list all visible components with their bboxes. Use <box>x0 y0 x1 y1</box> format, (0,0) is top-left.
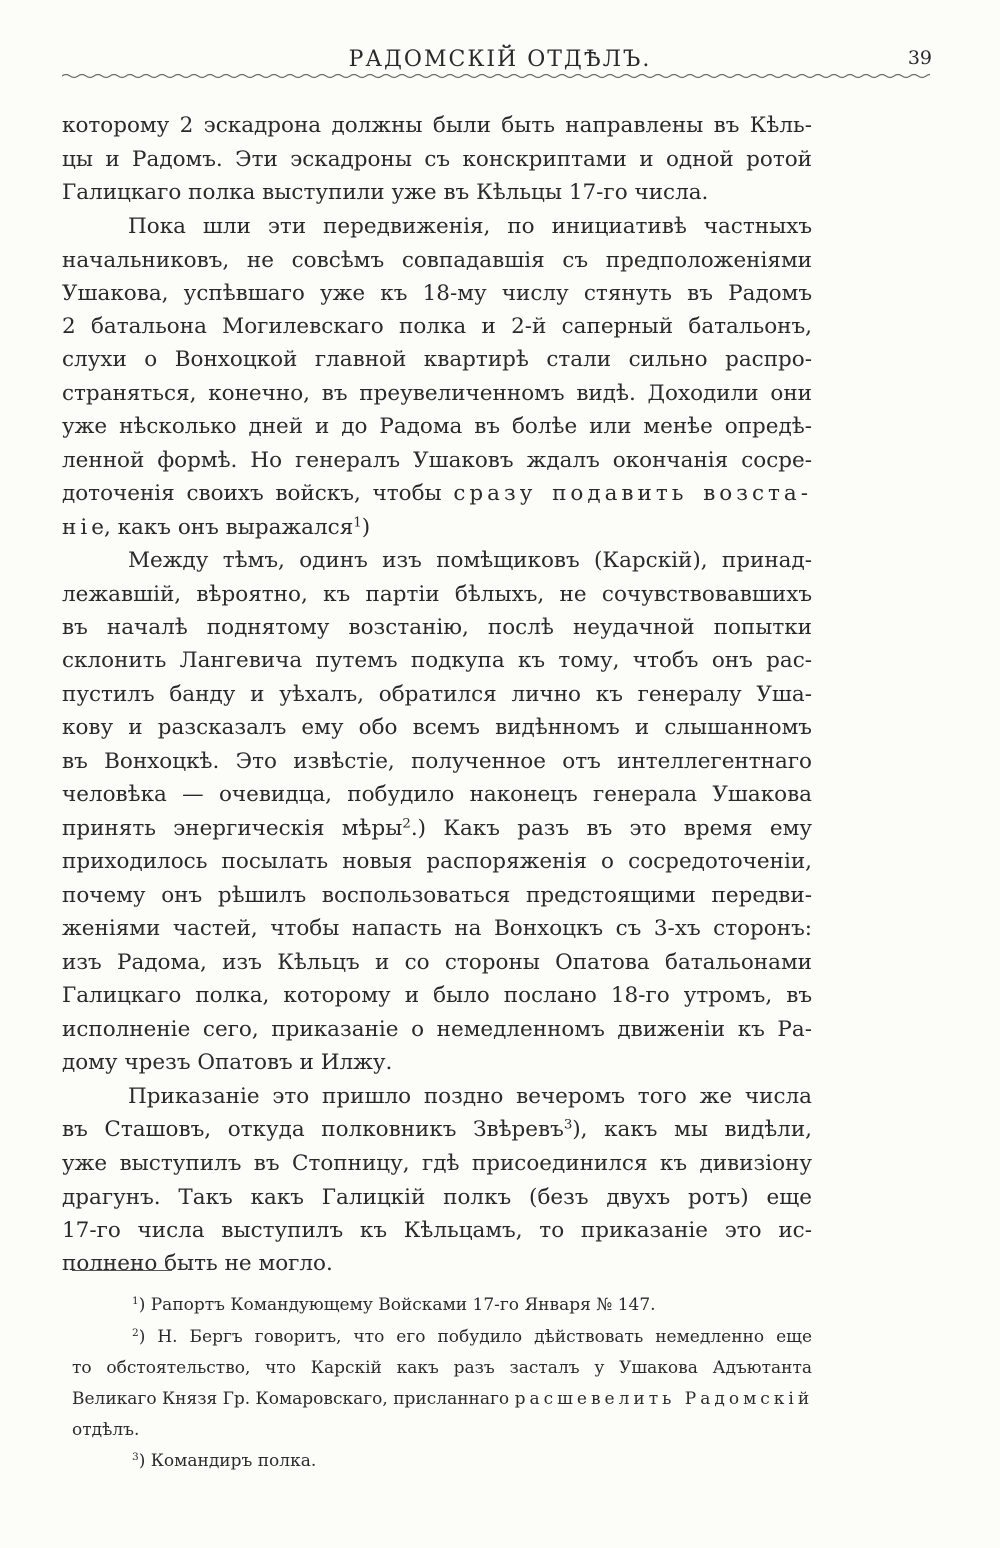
text-line: человѣка — очевидца, побудило наконецъ генерала Ушакова <box>62 782 812 807</box>
text-line: лежавшій, вѣроятно, къ партіи бѣлыхъ, не сочувствовавшихъ <box>62 582 812 607</box>
text-line: приходилось посылать новыя распоряженія о сосредоточеніи, <box>62 849 812 874</box>
text-line: драгунъ. Такъ какъ Галицкій полкъ (безъ двухъ ротъ) еще <box>62 1185 812 1210</box>
text-line: уже нѣсколько дней и до Радома въ болѣе или менѣе опредѣ- <box>62 414 812 439</box>
running-head: РАДОМСКІЙ ОТДѢЛЪ. <box>348 47 652 72</box>
text-fragment: ), какъ мы видѣли, <box>572 1117 812 1142</box>
text-fragment: въ Сташовъ, откуда полковникъ Звѣревъ <box>62 1117 564 1142</box>
footnote-line: то обстоятельство, что Карскій какъ разъ засталъ у Ушакова Адъютанта <box>72 1358 812 1378</box>
spaced-emphasis: ні <box>62 515 92 540</box>
footnote-line <box>132 1322 812 1352</box>
text-line: дому чрезъ Опатовъ и Илжу. <box>62 1050 393 1075</box>
text-fragment: Великаго Князя Гр. Комаровскаго, присланнаго <box>72 1389 510 1409</box>
text-line: ленной формѣ. Но генералъ Ушаковъ ждалъ окончанія сосре- <box>62 448 812 473</box>
text-line: цы и Радомъ. Эти эскадроны съ конскриптами и одной ротой <box>62 147 812 172</box>
text-line: Приказаніе это пришло поздно вечеромъ того же числа <box>128 1084 812 1109</box>
text-line <box>62 811 812 847</box>
text-line: исполненіе сего, приказаніе о немедленномъ движеніи къ Ра- <box>62 1017 812 1042</box>
text-line: въ Вонхоцкѣ. Это извѣстіе, полученное отъ интеллегентнаго <box>62 749 812 774</box>
text-fragment: принять энергическія мѣры <box>62 816 403 841</box>
text-line: почему онъ рѣшилъ воспользоваться предстоящими передви- <box>62 883 812 908</box>
text-line <box>62 476 812 512</box>
page-number: 39 <box>907 47 932 69</box>
footnote-ref: 2 <box>402 816 411 832</box>
text-line: 2 батальона Могилевскаго полка и 2-й саперный батальонъ, <box>62 314 812 339</box>
text-line: уже выступилъ въ Стопницу, гдѣ присоединился къ дивизіону <box>62 1151 812 1176</box>
text-fragment: ) Н. Бергъ говоритъ, что его побудило дѣйствовать немедленно еще <box>138 1327 812 1347</box>
footnote-marker: 2 <box>132 1327 139 1340</box>
text-line: полнено быть не могло. <box>62 1251 333 1276</box>
text-fragment: ) Рапортъ Командующему Войсками 17-го Января № 147. <box>138 1295 656 1315</box>
text-line <box>62 1112 812 1148</box>
text-line <box>62 510 812 546</box>
footnote-line: отдѣлъ. <box>72 1420 140 1440</box>
text-line: слухи о Вонхоцкой главной квартирѣ стали сильно распро- <box>62 347 812 372</box>
text-line: Галицкаго полка, которому и было послано 18-го утромъ, въ <box>62 983 812 1008</box>
text-line: начальниковъ, не совсѣмъ совпадавшія съ предположеніями <box>62 248 812 273</box>
spaced-emphasis: расшевелить Радомскій <box>514 1389 814 1409</box>
text-line: кову и разсказалъ ему обо всемъ видѣнномъ и слышанномъ <box>62 715 812 740</box>
footnote-separator <box>72 1270 172 1271</box>
text-line: въ началѣ поднятому возстанію, послѣ неудачной попытки <box>62 615 812 640</box>
text-fragment: ) <box>361 515 371 540</box>
text-line: женіями частей, чтобы напасть на Вонхоцкъ съ 3-хъ сторонъ: <box>62 916 812 941</box>
text-line: Пока шли эти передвиженія, по инициативѣ частныхъ <box>128 214 812 239</box>
footnote-ref: 3 <box>563 1117 573 1133</box>
footnote-ref: 1 <box>353 515 362 531</box>
text-line: изъ Радома, изъ Кѣльцъ и со стороны Опатова батальонами <box>62 950 812 975</box>
footnote-line <box>132 1290 812 1320</box>
ornamental-wavy-rule <box>62 70 930 82</box>
footnote-marker: 3 <box>132 1451 139 1464</box>
text-fragment: е, какъ онъ выражался <box>91 515 354 540</box>
text-line: Ушакова, успѣвшаго уже къ 18-му числу стянуть въ Радомъ <box>62 281 812 306</box>
text-fragment: .) Какъ разъ въ это время ему <box>410 816 812 841</box>
text-line: страняться, конечно, въ преувеличенномъ видѣ. Доходили они <box>62 381 812 406</box>
text-line: 17-го числа выступилъ къ Кѣльцамъ, то приказаніе это ис- <box>62 1218 812 1243</box>
spaced-emphasis: сразу подавить возста- <box>453 481 812 506</box>
footnote-line <box>132 1446 812 1476</box>
footnote-marker: 1 <box>132 1295 139 1308</box>
text-line: которому 2 эскадрона должны были быть направлены въ Кѣль- <box>62 113 812 138</box>
text-line: Между тѣмъ, одинъ изъ помѣщиковъ (Карскій), принад- <box>128 548 812 573</box>
footnote-line <box>72 1384 812 1414</box>
text-line: Галицкаго полка выступили уже въ Кѣльцы 17-го числа. <box>62 180 709 205</box>
text-fragment: ) Командиръ полка. <box>138 1451 317 1471</box>
text-line: пустилъ банду и уѣхалъ, обратился лично къ генералу Уша- <box>62 682 812 707</box>
text-fragment: доточенія своихъ войскъ, чтобы <box>62 481 442 506</box>
text-line: склонить Лангевича путемъ подкупа къ тому, чтобъ онъ рас- <box>62 648 812 673</box>
